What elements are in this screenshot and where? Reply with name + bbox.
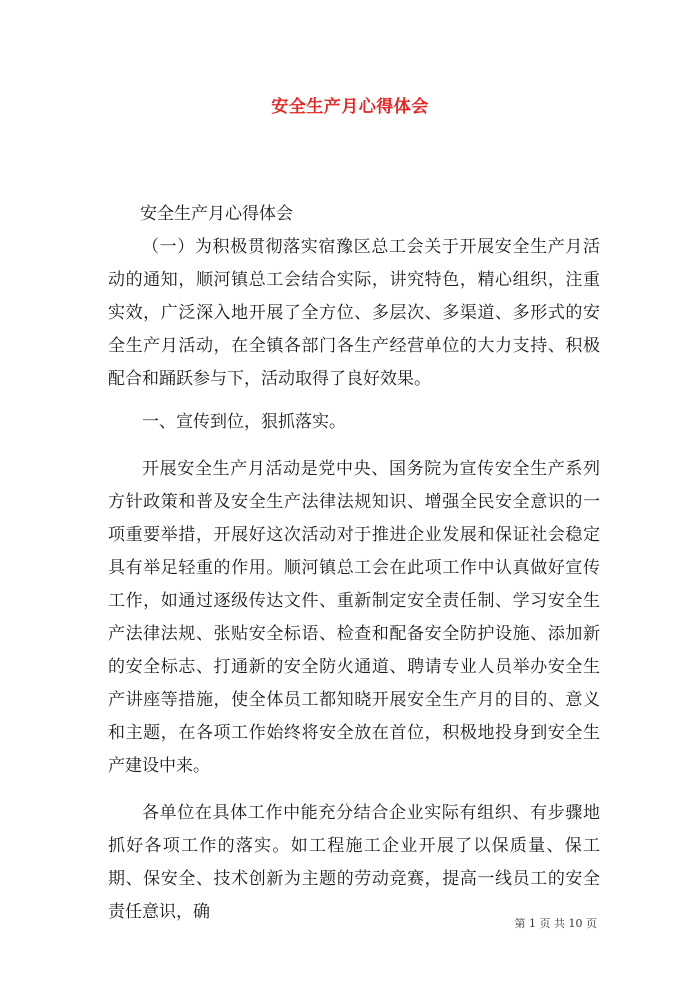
paragraph-implementation: 各单位在具体工作中能充分结合企业实际有组织、有步骤地抓好各项工作的落实。如工程施工企业开展了以保质量、保工期、保安全、技术创新为主题的劳动竞赛，提高一线员工的安全责任意识，确 <box>108 803 600 922</box>
page-total: 10 <box>568 917 583 930</box>
page-label-prefix: 第 <box>514 917 526 930</box>
page-label-mid: 页 共 <box>539 917 565 930</box>
page-label-suffix: 页 <box>586 917 597 930</box>
document-title: 安全生产月心得体会 <box>271 97 429 117</box>
section-heading: 一、宣传到位，狠抓落实。 <box>142 412 346 432</box>
document-body <box>108 198 600 929</box>
paragraph-publicity: 开展安全生产月活动是党中央、国务院为宣传安全生产系列方针政策和普及安全生产法律法规知识、增强全民安全意识的一项重要举措，开展好这次活动对于推进企业发展和保证社会稳定具有举足轻重的作用。顺河镇总工会在此项工作中认真做好宣传工作，如通过逐级传达文件、重新制定安全责任制、学习安全生产法律法规、张贴安全标语、检查和配备安全防护设施、添加新的安全标志、打通新的安全防火通道、聘请专业人员举办安全生产讲座等措施，使全体员工都知晓开展安全生产月的目的、意义和主题，在各项工作始终将安全放在首位，积极地投身到安全生产建设中来。 <box>108 459 600 776</box>
page-current: 1 <box>529 917 536 930</box>
paragraph-intro: （一）为积极贯彻落实宿豫区总工会关于开展安全生产月活动的通知，顺河镇总工会结合实际，讲究特色，精心组织，注重实效，广泛深入地开展了全方位、多层次、多渠道、多形式的安全生产月活动，在全镇各部门各生产经营单位的大力支持、积极配合和踊跃参与下，活动取得了良好效果。 <box>108 237 600 389</box>
page-number-footer <box>515 915 598 931</box>
document-subtitle: 安全生产月心得体会 <box>140 204 293 224</box>
